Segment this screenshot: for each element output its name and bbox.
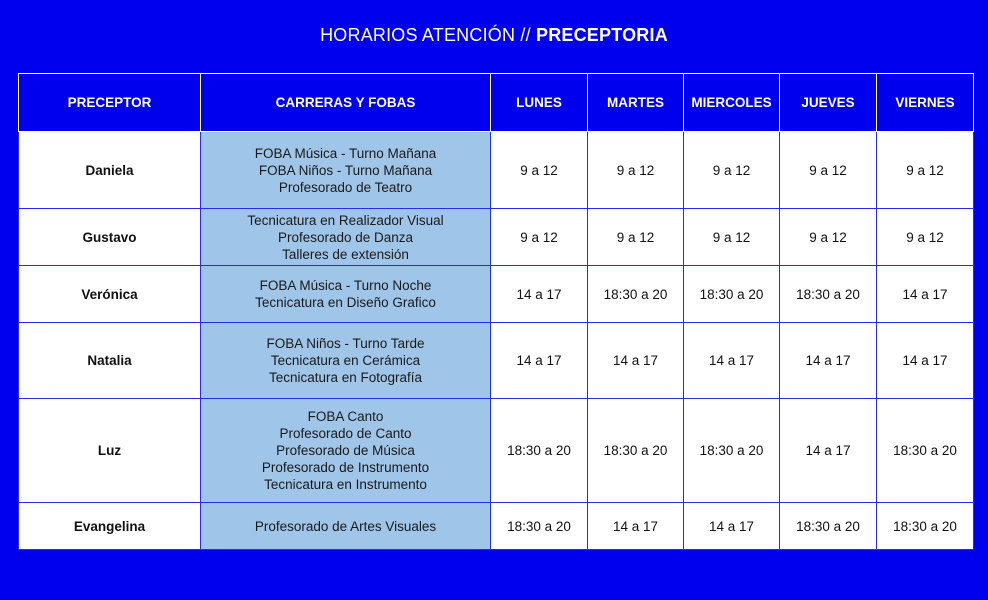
schedule-table [18,73,974,550]
table-row [19,132,974,209]
preceptor-cell: Luz [19,399,201,503]
carreras-cell [201,132,491,209]
carrera-item: Profesorado de Teatro [278,179,413,195]
carrera-item: Profesorado de Artes Visuales [254,518,437,534]
title-emphasis: PRECEPTORIA [536,25,668,45]
martes-cell: 18:30 a 20 [588,266,684,323]
jueves-cell: 14 a 17 [780,323,877,399]
miercoles-cell: 18:30 a 20 [684,266,780,323]
preceptor-cell: Gustavo [19,209,201,266]
carrera-item: Profesorado de Canto [279,426,412,441]
miercoles-cell: 18:30 a 20 [684,399,780,503]
lunes-cell: 14 a 17 [491,266,588,323]
carrera-item: Profesorado de Música [276,443,415,458]
jueves-cell: 9 a 12 [780,209,877,266]
header-martes: MARTES [588,74,684,132]
viernes-cell: 18:30 a 20 [877,399,974,503]
miercoles-cell: 9 a 12 [684,209,780,266]
header-jueves: JUEVES [780,74,877,132]
header-viernes: VIERNES [877,74,974,132]
preceptor-cell: Daniela [19,132,201,209]
jueves-cell: 14 a 17 [780,399,877,503]
preceptor-cell: Natalia [19,323,201,399]
carrera-item: Tecnicatura en Fotografía [268,370,423,385]
header-lunes: LUNES [491,74,588,132]
table-row [19,266,974,323]
carreras-cell [201,323,491,399]
jueves-cell: 9 a 12 [780,132,877,209]
carreras-cell [201,503,491,550]
carreras-cell [201,266,491,323]
carrera-item: Talleres de extensión [282,246,409,262]
carreras-cell [201,209,491,266]
header-miercoles: MIERCOLES [684,74,780,132]
carrera-item: FOBA Niños - Turno Mañana [258,162,433,178]
header-preceptor: PRECEPTOR [19,74,201,132]
carrera-item: FOBA Canto [307,409,384,424]
header-row [19,74,974,132]
carrera-item: FOBA Música - Turno Mañana [254,145,437,161]
preceptor-cell: Verónica [19,266,201,323]
carrera-item: Tecnicatura en Cerámica [270,353,421,368]
viernes-cell: 9 a 12 [877,132,974,209]
martes-cell: 9 a 12 [588,209,684,266]
martes-cell: 14 a 17 [588,323,684,399]
jueves-cell: 18:30 a 20 [780,266,877,323]
lunes-cell: 14 a 17 [491,323,588,399]
martes-cell: 18:30 a 20 [588,399,684,503]
viernes-cell: 14 a 17 [877,323,974,399]
page-title [0,24,988,46]
miercoles-cell: 14 a 17 [684,503,780,550]
martes-cell: 9 a 12 [588,132,684,209]
lunes-cell: 18:30 a 20 [491,503,588,550]
carrera-item: Tecnicatura en Diseño Grafico [255,295,436,310]
table-row [19,323,974,399]
table-row [19,209,974,266]
miercoles-cell: 9 a 12 [684,132,780,209]
carrera-item: Profesorado de Danza [277,229,414,245]
lunes-cell: 9 a 12 [491,132,588,209]
jueves-cell: 18:30 a 20 [780,503,877,550]
martes-cell: 14 a 17 [588,503,684,550]
lunes-cell: 9 a 12 [491,209,588,266]
carrera-item: Profesorado de Instrumento [261,460,430,475]
table-row [19,503,974,550]
lunes-cell: 18:30 a 20 [491,399,588,503]
viernes-cell: 9 a 12 [877,209,974,266]
carrera-item: FOBA Música - Turno Noche [259,278,432,293]
viernes-cell: 14 a 17 [877,266,974,323]
carrera-item: FOBA Niños - Turno Tarde [266,336,425,351]
carreras-cell [201,399,491,503]
header-carreras: CARRERAS Y FOBAS [201,74,491,132]
carrera-item: Tecnicatura en Instrumento [264,477,427,492]
title-prefix: HORARIOS ATENCIÓN // [320,25,536,45]
preceptor-cell: Evangelina [19,503,201,550]
table-row [19,399,974,503]
carrera-item: Tecnicatura en Realizador Visual [247,212,444,228]
miercoles-cell: 14 a 17 [684,323,780,399]
viernes-cell: 18:30 a 20 [877,503,974,550]
